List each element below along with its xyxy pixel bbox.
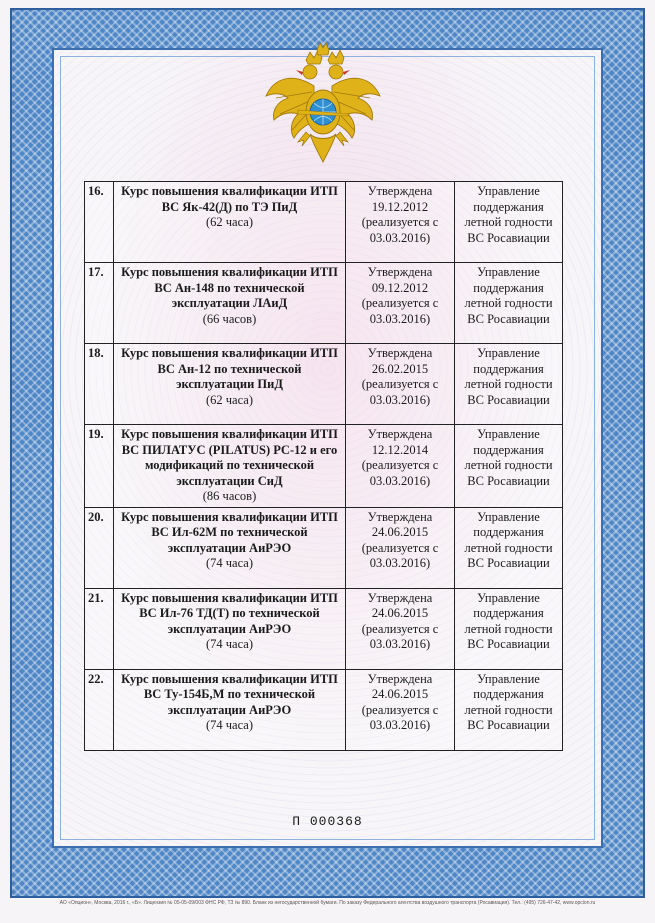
course-hours: (62 часа) — [205, 215, 254, 229]
row-number-text: 16. — [88, 184, 104, 198]
course-hours: (66 часов) — [202, 311, 257, 326]
course-name-cell — [114, 182, 346, 263]
course-name-cell — [114, 344, 346, 425]
organization-name: Управление поддержания летной годности ВС Росавиации — [464, 265, 553, 326]
course-title: Курс повышения квалификации ИТП ВС Ту-154Б,М по технической эксплуатации АиРЭО — [121, 671, 338, 717]
course-title: Курс повышения квалификации ИТП ВС Ил-76 ТД(Т) по технической эксплуатации АиРЭО — [121, 590, 338, 636]
approval-cell — [346, 507, 455, 588]
implementation-date: (реализуется с 03.03.2016) — [361, 702, 439, 732]
organization-name: Управление поддержания летной годности ВС Росавиации — [464, 184, 553, 245]
approval-date: Утверждена 19.12.2012 — [367, 184, 433, 214]
organization-name: Управление поддержания летной годности ВС Росавиации — [464, 427, 553, 488]
implementation-date: (реализуется с 03.03.2016) — [361, 540, 439, 570]
table-row — [85, 182, 563, 263]
double-headed-eagle-emblem-icon — [262, 42, 384, 174]
row-number — [85, 182, 114, 263]
table-row — [85, 344, 563, 425]
course-title: Курс повышения квалификации ИТП ВС Як-42(Д) по ТЭ ПиД — [121, 184, 338, 214]
approval-date: Утверждена 09.12.2012 — [367, 265, 433, 295]
approval-date: Утверждена 24.06.2015 — [367, 671, 433, 701]
row-number — [85, 588, 114, 669]
organization-name: Управление поддержания летной годности ВС Росавиации — [464, 346, 553, 407]
course-title: Курс повышения квалификации ИТП ВС Ил-62М по технической эксплуатации АиРЭО — [121, 509, 338, 555]
implementation-date: (реализуется с 03.03.2016) — [361, 296, 439, 326]
organization-name: Управление поддержания летной годности ВС Росавиации — [464, 671, 553, 732]
row-number — [85, 263, 114, 344]
approval-cell — [346, 263, 455, 344]
row-number — [85, 507, 114, 588]
table-row — [85, 425, 563, 508]
row-number — [85, 669, 114, 750]
course-title: Курс повышения квалификации ИТП ВС ПИЛАТУС (PILATUS) PC-12 и его модификаций по технической эксплуатации СиД — [121, 427, 338, 488]
organization-name: Управление поддержания летной годности ВС Росавиации — [464, 509, 553, 570]
approval-date: Утверждена 24.06.2015 — [367, 509, 433, 539]
approval-date: Утверждена 12.12.2014 — [367, 427, 433, 457]
organization-cell — [455, 263, 563, 344]
course-hours: (74 часа) — [205, 556, 254, 570]
printer-footer: АО «Опцион», Москва, 2016 г., «Б». Лицензия № 05-05-09/003 ФНС РФ, ТЗ № 890. Бланк из негосударственной бумаги. По заказу Федерального агентства воздушного транспорта (Росавиация). Тел.: (495) 726-47-42, www.opcion.ru — [59, 900, 596, 906]
row-number-text: 19. — [88, 427, 104, 441]
organization-name: Управление поддержания летной годности ВС Росавиации — [464, 590, 553, 651]
course-hours: (74 часа) — [205, 637, 254, 651]
organization-cell — [455, 669, 563, 750]
implementation-date: (реализуется с 03.03.2016) — [361, 621, 439, 651]
approval-cell — [346, 182, 455, 263]
organization-cell — [455, 182, 563, 263]
table-row — [85, 669, 563, 750]
implementation-date: (реализуется с 03.03.2016) — [361, 458, 439, 488]
row-number — [85, 344, 114, 425]
organization-cell — [455, 425, 563, 508]
course-hours: (62 часа) — [205, 392, 254, 407]
implementation-date: (реализуется с 03.03.2016) — [361, 215, 439, 245]
organization-cell — [455, 507, 563, 588]
approval-date: Утверждена 24.06.2015 — [367, 590, 433, 620]
course-hours: (74 часа) — [205, 718, 254, 732]
course-name-cell — [114, 507, 346, 588]
course-title: Курс повышения квалификации ИТП ВС Ан-148 по технической эксплуатации ЛАиД — [121, 265, 338, 310]
course-name-cell — [114, 669, 346, 750]
course-name-cell — [114, 425, 346, 508]
organization-cell — [455, 588, 563, 669]
course-table — [84, 181, 563, 751]
row-number-text: 20. — [88, 509, 104, 524]
approval-cell — [346, 425, 455, 508]
row-number-text: 21. — [88, 590, 104, 605]
row-number — [85, 425, 114, 508]
row-number-text: 22. — [88, 671, 104, 686]
implementation-date: (реализуется с 03.03.2016) — [361, 377, 439, 407]
row-number-text: 18. — [88, 346, 104, 360]
course-hours: (86 часов) — [202, 489, 257, 503]
course-name-cell — [114, 263, 346, 344]
organization-cell — [455, 344, 563, 425]
course-name-cell — [114, 588, 346, 669]
approval-cell — [346, 588, 455, 669]
approval-cell — [346, 344, 455, 425]
row-number-text: 17. — [88, 265, 104, 279]
table-row — [85, 263, 563, 344]
approval-cell — [346, 669, 455, 750]
serial-number: П 000368 — [292, 814, 363, 829]
table-row — [85, 588, 563, 669]
table-row — [85, 507, 563, 588]
approval-date: Утверждена 26.02.2015 — [367, 346, 433, 376]
course-title: Курс повышения квалификации ИТП ВС Ан-12 по технической эксплуатации ПиД — [121, 346, 338, 391]
